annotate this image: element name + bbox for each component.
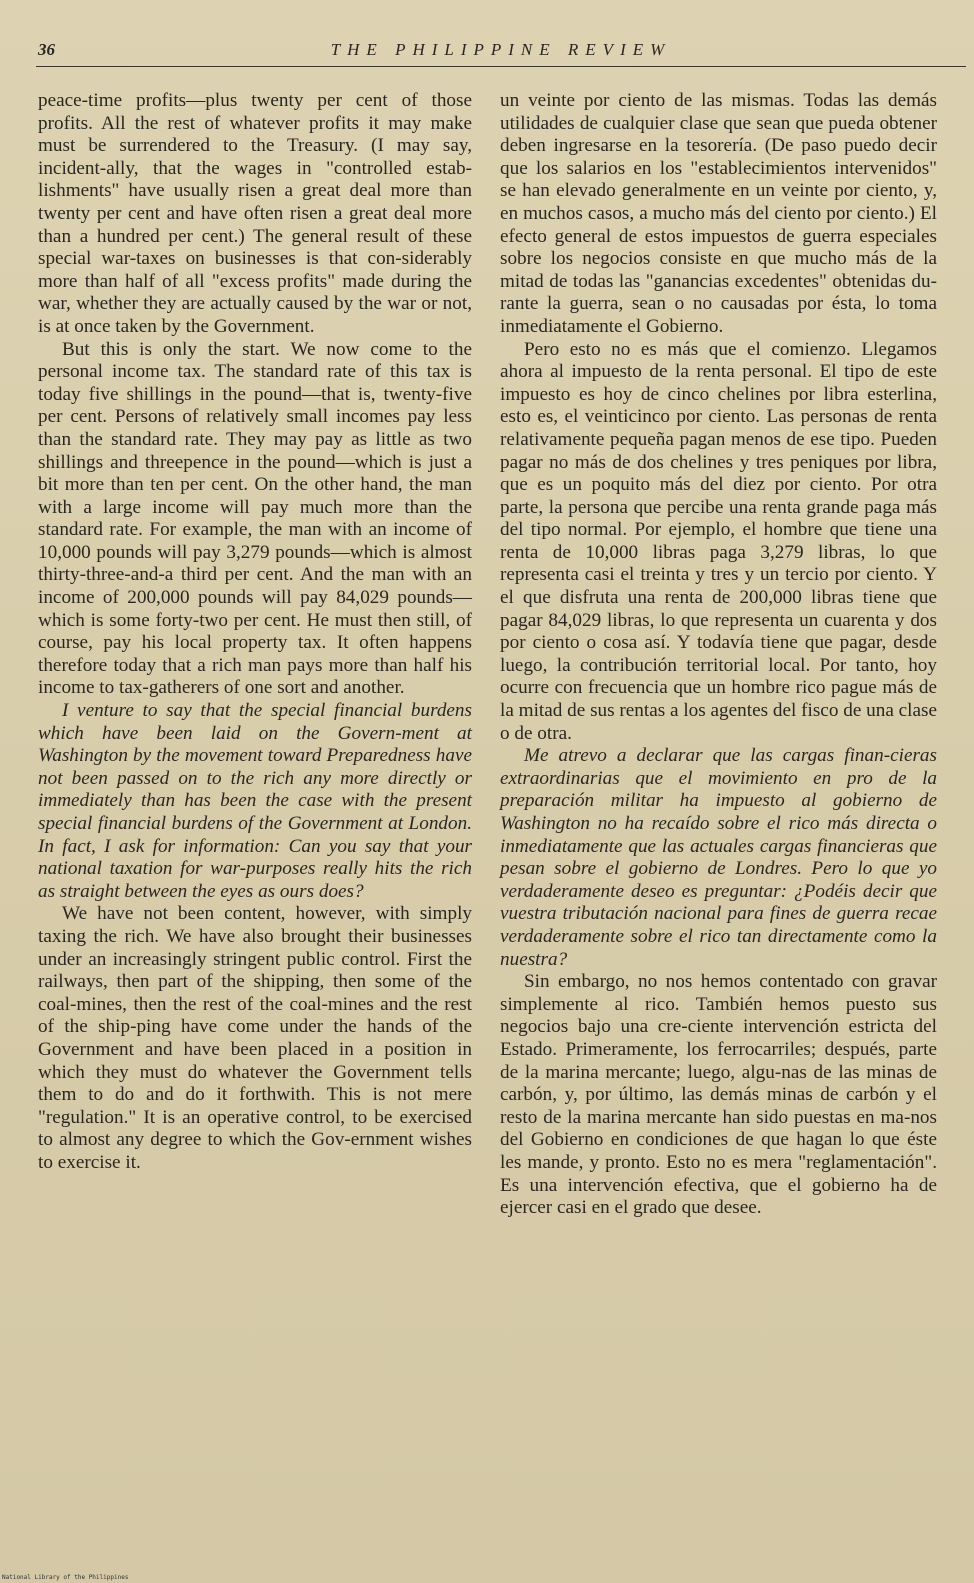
english-column (38, 90, 472, 1175)
paragraph: Sin embargo, no nos hemos contentado con gravar simplemente al rico. También hemos puesto sus negocios bajo una cre-ciente intervención estricta del Estado. Primeramente, los ferrocarriles; después, parte de la marina mercante; luego, algu-nas de las minas de carbón, y, por último, las demás minas de carbón y el resto de la marina mercante han sido puestas en ma-nos del Gobierno en condiciones de que hagan lo que éste les mande, y pronto. Esto no es mera "reglamentación". Es una intervención efectiva, que el gobierno ha de ejercer casi en el grado que desee. (500, 971, 937, 1219)
paragraph: Me atrevo a declarar que las cargas finan-cieras extraordinarias que el movimiento en pro de la preparación militar ha impuesto al gobierno de Washington no ha recaído sobre el rico más directa o inmediatamente que las actuales cargas financieras que pesan sobre el gobierno de Londres. Pero lo que yo verdaderamente deseo es preguntar: ¿Podéis decir que vuestra tributación nacional para fines de guerra recae verdaderamente sobre el rico tan directamente como la nuestra? (500, 745, 937, 970)
paragraph: un veinte por ciento de las mismas. Todas las demás utilidades de cualquier clase que sean que pueda obtener deben ingresarse en la tesorería. (De paso puedo decir que los salarios en los "establecimientos intervenidos" se han elevado generalmente en un veinte por ciento, y, en muchos casos, a mucho más del ciento por ciento.) El efecto general de estos impuestos de guerra especiales sobre los negocios consiste en que mucho más de la mitad de todas las "ganancias excedentes" obtenidas du-rante la guerra, sean o no causadas por ésta, lo toma inmediatamente el Gobierno. (500, 90, 937, 337)
journal-title: THE PHILIPPINE REVIEW (330, 40, 672, 59)
page-number: 36 (38, 40, 55, 59)
spanish-column (500, 90, 937, 1220)
page-header (36, 38, 966, 67)
paragraph: peace-time profits—plus twenty per cent of those profits. All the rest of whatever profits it may make must be surrendered to the Treasury. (I may say, incident-ally, that the wages in "controlled estab-lishments" have usually risen a great deal more than twenty per cent and have often risen a great deal more than a hundred per cent.) The general result of these special war-taxes on businesses is that con-siderably more than half of all "excess profits" made during the war, whether they are actually caused by the war or not, is at once taken by the Government. (38, 90, 472, 337)
paragraph: But this is only the start. We now come to the personal income tax. The standard rate of this tax is today five shillings in the pound—that is, twenty-five per cent. Persons of relatively small incomes pay less than the standard rate. They may pay as little as two shillings and threepence in the pound—which is just a bit more than ten per cent. On the other hand, the man with a large income will pay much more than the standard rate. For example, the man with an income of 10,000 pounds will pay 3,279 pounds—which is almost thirty-three-and-a third per cent. And the man with an income of 200,000 pounds will pay 84,029 pounds—which is some forty-two per cent. He must then still, of course, pay his local property tax. It often happens therefore today that a rich man pays more than half his income to tax-gatherers of one sort and another. (38, 338, 472, 699)
paragraph: I venture to say that the special financial burdens which have been laid on the Govern-ment at Washington by the movement toward Preparedness have not been passed on to the rich any more directly or immediately than has been the case with the present special financial burdens of the Government at London. In fact, I ask for information: Can you say that your national taxation for war-purposes really hits the rich as straight between the eyes as ours does? (38, 700, 472, 902)
paragraph: We have not been content, however, with simply taxing the rich. We have also brought their businesses under an increasingly stringent public control. First the railways, then part of the shipping, then some of the coal-mines, then the rest of the coal-mines and the rest of the ship-ping have come under the hands of the Government and have been placed in a position in which they must do whatever the Government tells them to do and do it forthwith. This is not mere "regulation." It is an operative control, to be exercised to almost any degree to which the Gov-ernment wishes to exercise it. (38, 903, 472, 1173)
library-credit: National Library of the Philippines (2, 1574, 129, 1581)
paragraph: Pero esto no es más que el comienzo. Llegamos ahora al impuesto de la renta personal. El tipo de este impuesto es hoy de cinco chelines por libra esterlina, esto es, el veinticinco por ciento. Las personas de renta relativamente pequeña pagan menos de ese tipo. Pueden pagar no más de dos chelines y tres peniques por libra, que es un poquito más del diez por ciento. Por otra parte, la persona que percibe una renta grande paga más del tipo normal. Por ejemplo, el hombre que tiene una renta de 10,000 libras paga 3,279 libras, lo que representa casi el treinta y tres y un tercio por ciento. Y el que disfruta una renta de 200,000 libras tiene que pagar 84,029 libras, lo que representa un cuarenta y dos por ciento o cosa así. Y todavía tiene que pagar, desde luego, la contribución territorial local. Por tanto, hoy ocurre con frecuencia que un hombre rico pague más de la mitad de sus rentas a los agentes del fisco de una clase o de otra. (500, 338, 937, 744)
